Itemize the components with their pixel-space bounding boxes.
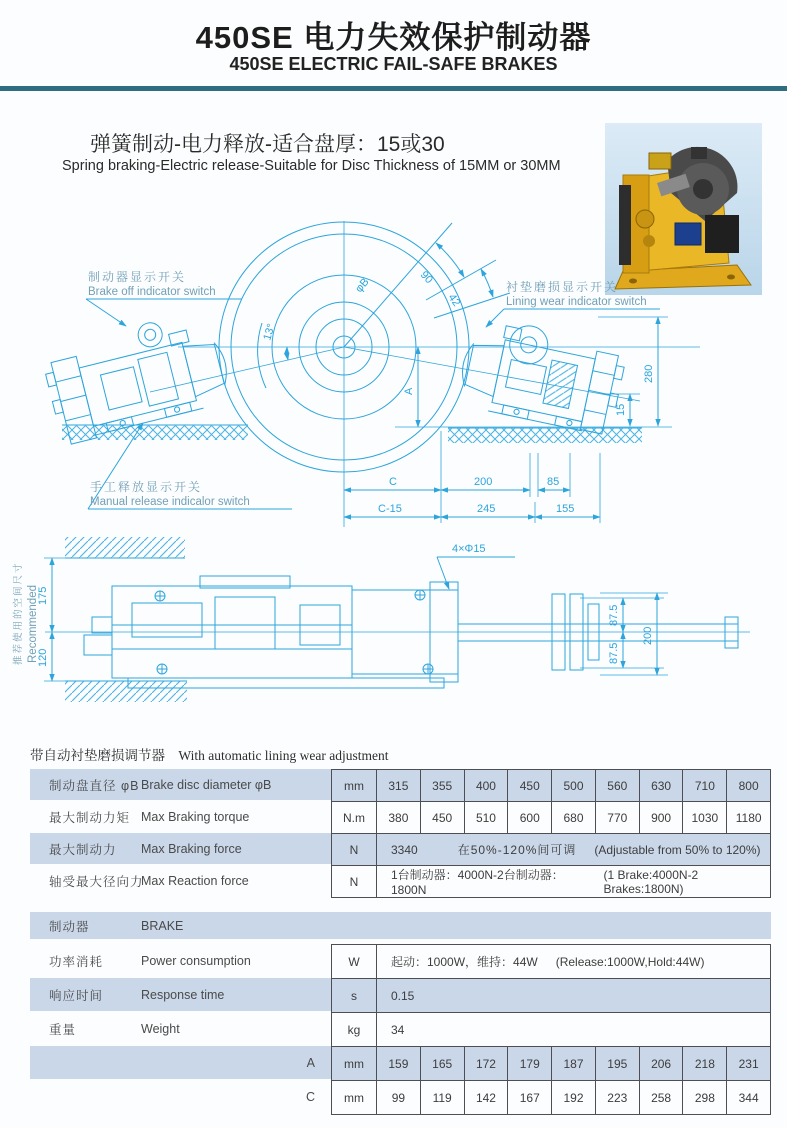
table-row-power: [30, 944, 771, 979]
table-value-cell: 900: [639, 802, 683, 833]
dim-label-85: 85: [547, 476, 560, 488]
dim-label-90: 90: [417, 268, 435, 287]
table-value-cell: 187: [551, 1047, 595, 1080]
table-value-cell: 344: [726, 1081, 770, 1114]
row-label-en: Max Braking force: [141, 841, 242, 856]
table-value-cell: 500: [551, 770, 595, 801]
table-value-cell: 380: [388, 810, 409, 825]
table-value-cell: 298: [682, 1081, 726, 1114]
dim-label-120: 120: [37, 648, 49, 667]
dim-label-phiB: φB: [353, 276, 372, 295]
dim-label-175: 175: [37, 586, 49, 605]
value-cells: [377, 1046, 771, 1081]
unit-cell: mm: [331, 1080, 377, 1115]
row-label-en: Power consumption: [141, 953, 251, 968]
page-title-zh: 450SE 电力失效保护制动器: [195, 20, 592, 55]
table-value-cell: 710: [682, 770, 726, 801]
table-value-cell: 630: [639, 770, 683, 801]
spec-table-brake: [30, 912, 771, 1115]
dim-label-13deg: 13°: [261, 322, 278, 342]
holes-label: 4×Φ15: [452, 543, 486, 555]
value-note-en: (Adjustable from 50% to 120%): [594, 842, 761, 857]
row-label-zh: 最大制动力矩: [49, 810, 131, 825]
table-value-cell: 315: [388, 778, 409, 793]
value-cells: [377, 801, 771, 834]
row-label-zh: 轴受最大径向力: [49, 874, 144, 889]
table-value-cell: 172: [464, 1047, 508, 1080]
row-label-cell: [30, 833, 331, 866]
table-value-cell: 800: [726, 770, 770, 801]
table-value-cell: 600: [507, 802, 551, 833]
unit-cell: N: [331, 865, 377, 898]
table-value-cell: 231: [726, 1047, 770, 1080]
row-label-zh: 最大制动力: [49, 842, 117, 857]
dim-label-155: 155: [556, 503, 575, 515]
dim-label-C15: C-15: [378, 503, 402, 515]
lining-wear-label-en: Lining wear indicator switch: [506, 296, 647, 308]
feature-line-en: Spring braking-Electric release-Suitable for Disc Thickness of 15MM or 30MM: [62, 158, 561, 174]
table-value-cell: 450: [507, 770, 551, 801]
table-value-cell: 258: [639, 1081, 683, 1114]
technical-drawing: [0, 205, 787, 750]
table-value-cell: 218: [682, 1047, 726, 1080]
spec-note: [30, 744, 389, 764]
table-header-zh: 制动器: [49, 919, 90, 934]
dim-label-42: 42: [445, 291, 463, 309]
table-row-reaction-force: [30, 865, 771, 898]
value-note-zh: 1台制动器：4000N-2台制动器：1800N: [391, 868, 564, 897]
right-brake-assembly: [455, 314, 629, 437]
unit-cell: mm: [331, 1046, 377, 1081]
dim-label-87-5-upper: 87.5: [608, 604, 620, 626]
value-note-zh: 起动：1000W，维持：44W: [391, 955, 538, 969]
value-main: 3340: [391, 842, 418, 857]
spec-table-dimensions: [30, 770, 771, 898]
table-value-cell: 560: [595, 770, 639, 801]
row-label-cell: [30, 1012, 331, 1047]
row-label-cell: [30, 978, 331, 1013]
value-span-cell: [377, 978, 771, 1013]
unit-cell: mm: [331, 769, 377, 802]
table-row-braking-torque: [30, 801, 771, 834]
row-label-cell: [30, 944, 331, 979]
dim-label-87-5-lower: 87.5: [608, 642, 620, 664]
manual-release-label-zh: 手工释放显示开关: [90, 480, 203, 494]
table-value-cell: 159: [388, 1056, 409, 1071]
table-value-cell: 510: [464, 802, 508, 833]
value-note-zh: 在50%-120%间可调: [457, 843, 577, 857]
dim-label-A: A: [403, 387, 415, 395]
value-span-cell: [377, 1012, 771, 1047]
table-value-cell: 355: [420, 770, 464, 801]
unit-cell: kg: [331, 1012, 377, 1047]
brake-off-label-zh: 制动器显示开关: [88, 270, 187, 284]
spec-note-en: With automatic lining wear adjustment: [178, 748, 389, 763]
value-note-en: (Release:1000W,Hold:44W): [555, 954, 705, 969]
manual-release-label-en: Manual release indicalor switch: [90, 496, 250, 508]
row-label-en: Max Reaction force: [141, 873, 249, 888]
table-header-en: BRAKE: [141, 918, 184, 933]
table-value-cell: 223: [595, 1081, 639, 1114]
table-row-response-time: [30, 978, 771, 1013]
row-label-A: A: [306, 1055, 315, 1070]
feature-line-zh: 弹簧制动-电力释放-适合盘厚：15或30: [90, 133, 445, 156]
table-value-cell: 99: [391, 1090, 406, 1105]
row-label-en: Max Braking torque: [141, 809, 250, 824]
table-row-disc-diameter: [30, 769, 771, 802]
table-value-cell: 195: [595, 1047, 639, 1080]
table-value-cell: 1030: [682, 802, 726, 833]
unit-cell: N: [331, 833, 377, 866]
dim-label-200-bottom: 200: [642, 626, 654, 645]
row-label-zh: 功率消耗: [49, 954, 104, 969]
bottom-view: [44, 537, 750, 702]
value-cells: [377, 1080, 771, 1115]
dim-label-15: 15: [615, 403, 627, 416]
table-value-cell: 192: [551, 1081, 595, 1114]
value-main: 0.15: [391, 988, 415, 1003]
table-row-C: [30, 1080, 771, 1115]
table-row-A: [30, 1046, 771, 1081]
table-row-weight: [30, 1012, 771, 1047]
spec-note-zh: 带自动衬垫磨损调节器: [30, 748, 165, 763]
recommended-label-en: Recommended: [27, 585, 39, 663]
value-span-cell: [377, 865, 771, 898]
table-value-cell: 400: [464, 770, 508, 801]
value-main: 34: [391, 1022, 405, 1037]
unit-cell: s: [331, 978, 377, 1013]
dim-label-C: C: [389, 476, 397, 488]
row-label-zh: 响应时间: [49, 988, 104, 1003]
table-value-cell: 165: [420, 1047, 464, 1080]
table-value-cell: 680: [551, 802, 595, 833]
table-value-cell: 1180: [726, 802, 770, 833]
row-label-cell: [30, 769, 331, 802]
value-span-cell: [377, 833, 771, 866]
row-label-cell: [30, 1046, 331, 1081]
lining-wear-label-zh: 衬垫磨损显示开关: [506, 280, 619, 294]
unit-cell: W: [331, 944, 377, 979]
row-label-en: Brake disc diameter φB: [141, 777, 272, 792]
value-note-en: (1 Brake:4000N-2 Brakes:1800N): [603, 867, 699, 896]
table-value-cell: 119: [420, 1081, 464, 1114]
table-value-cell: 167: [507, 1081, 551, 1114]
header-divider: [0, 86, 787, 91]
row-label-en: Response time: [141, 987, 225, 1002]
table-value-cell: 142: [464, 1081, 508, 1114]
dim-label-200: 200: [474, 476, 493, 488]
dim-label-280: 280: [643, 364, 655, 383]
row-label-cell: [30, 1080, 331, 1115]
table-value-cell: 206: [639, 1047, 683, 1080]
value-cells: [377, 769, 771, 802]
brake-off-label-en: Brake off indicator switch: [88, 286, 216, 298]
row-label-C: C: [305, 1089, 315, 1104]
table-value-cell: 770: [595, 802, 639, 833]
table-value-cell: 179: [507, 1047, 551, 1080]
row-label-cell: [30, 801, 331, 834]
unit-cell: N.m: [331, 801, 377, 834]
dim-label-245: 245: [477, 503, 496, 515]
table-row-braking-force: [30, 833, 771, 866]
table-header-brake: [30, 912, 771, 939]
value-span-cell: [377, 944, 771, 979]
row-label-zh: 制动盘直径 φB: [49, 778, 140, 793]
table-value-cell: 450: [420, 802, 464, 833]
row-label-en: Weight: [141, 1021, 180, 1036]
row-label-zh: 重量: [49, 1022, 77, 1037]
drawing-labels: [12, 269, 655, 667]
row-label-cell: [30, 865, 331, 898]
recommended-label-zh: 推荐使用的空间尺寸: [13, 561, 24, 665]
page-title-en: 450SE ELECTRIC FAIL-SAFE BRAKES: [229, 54, 558, 74]
